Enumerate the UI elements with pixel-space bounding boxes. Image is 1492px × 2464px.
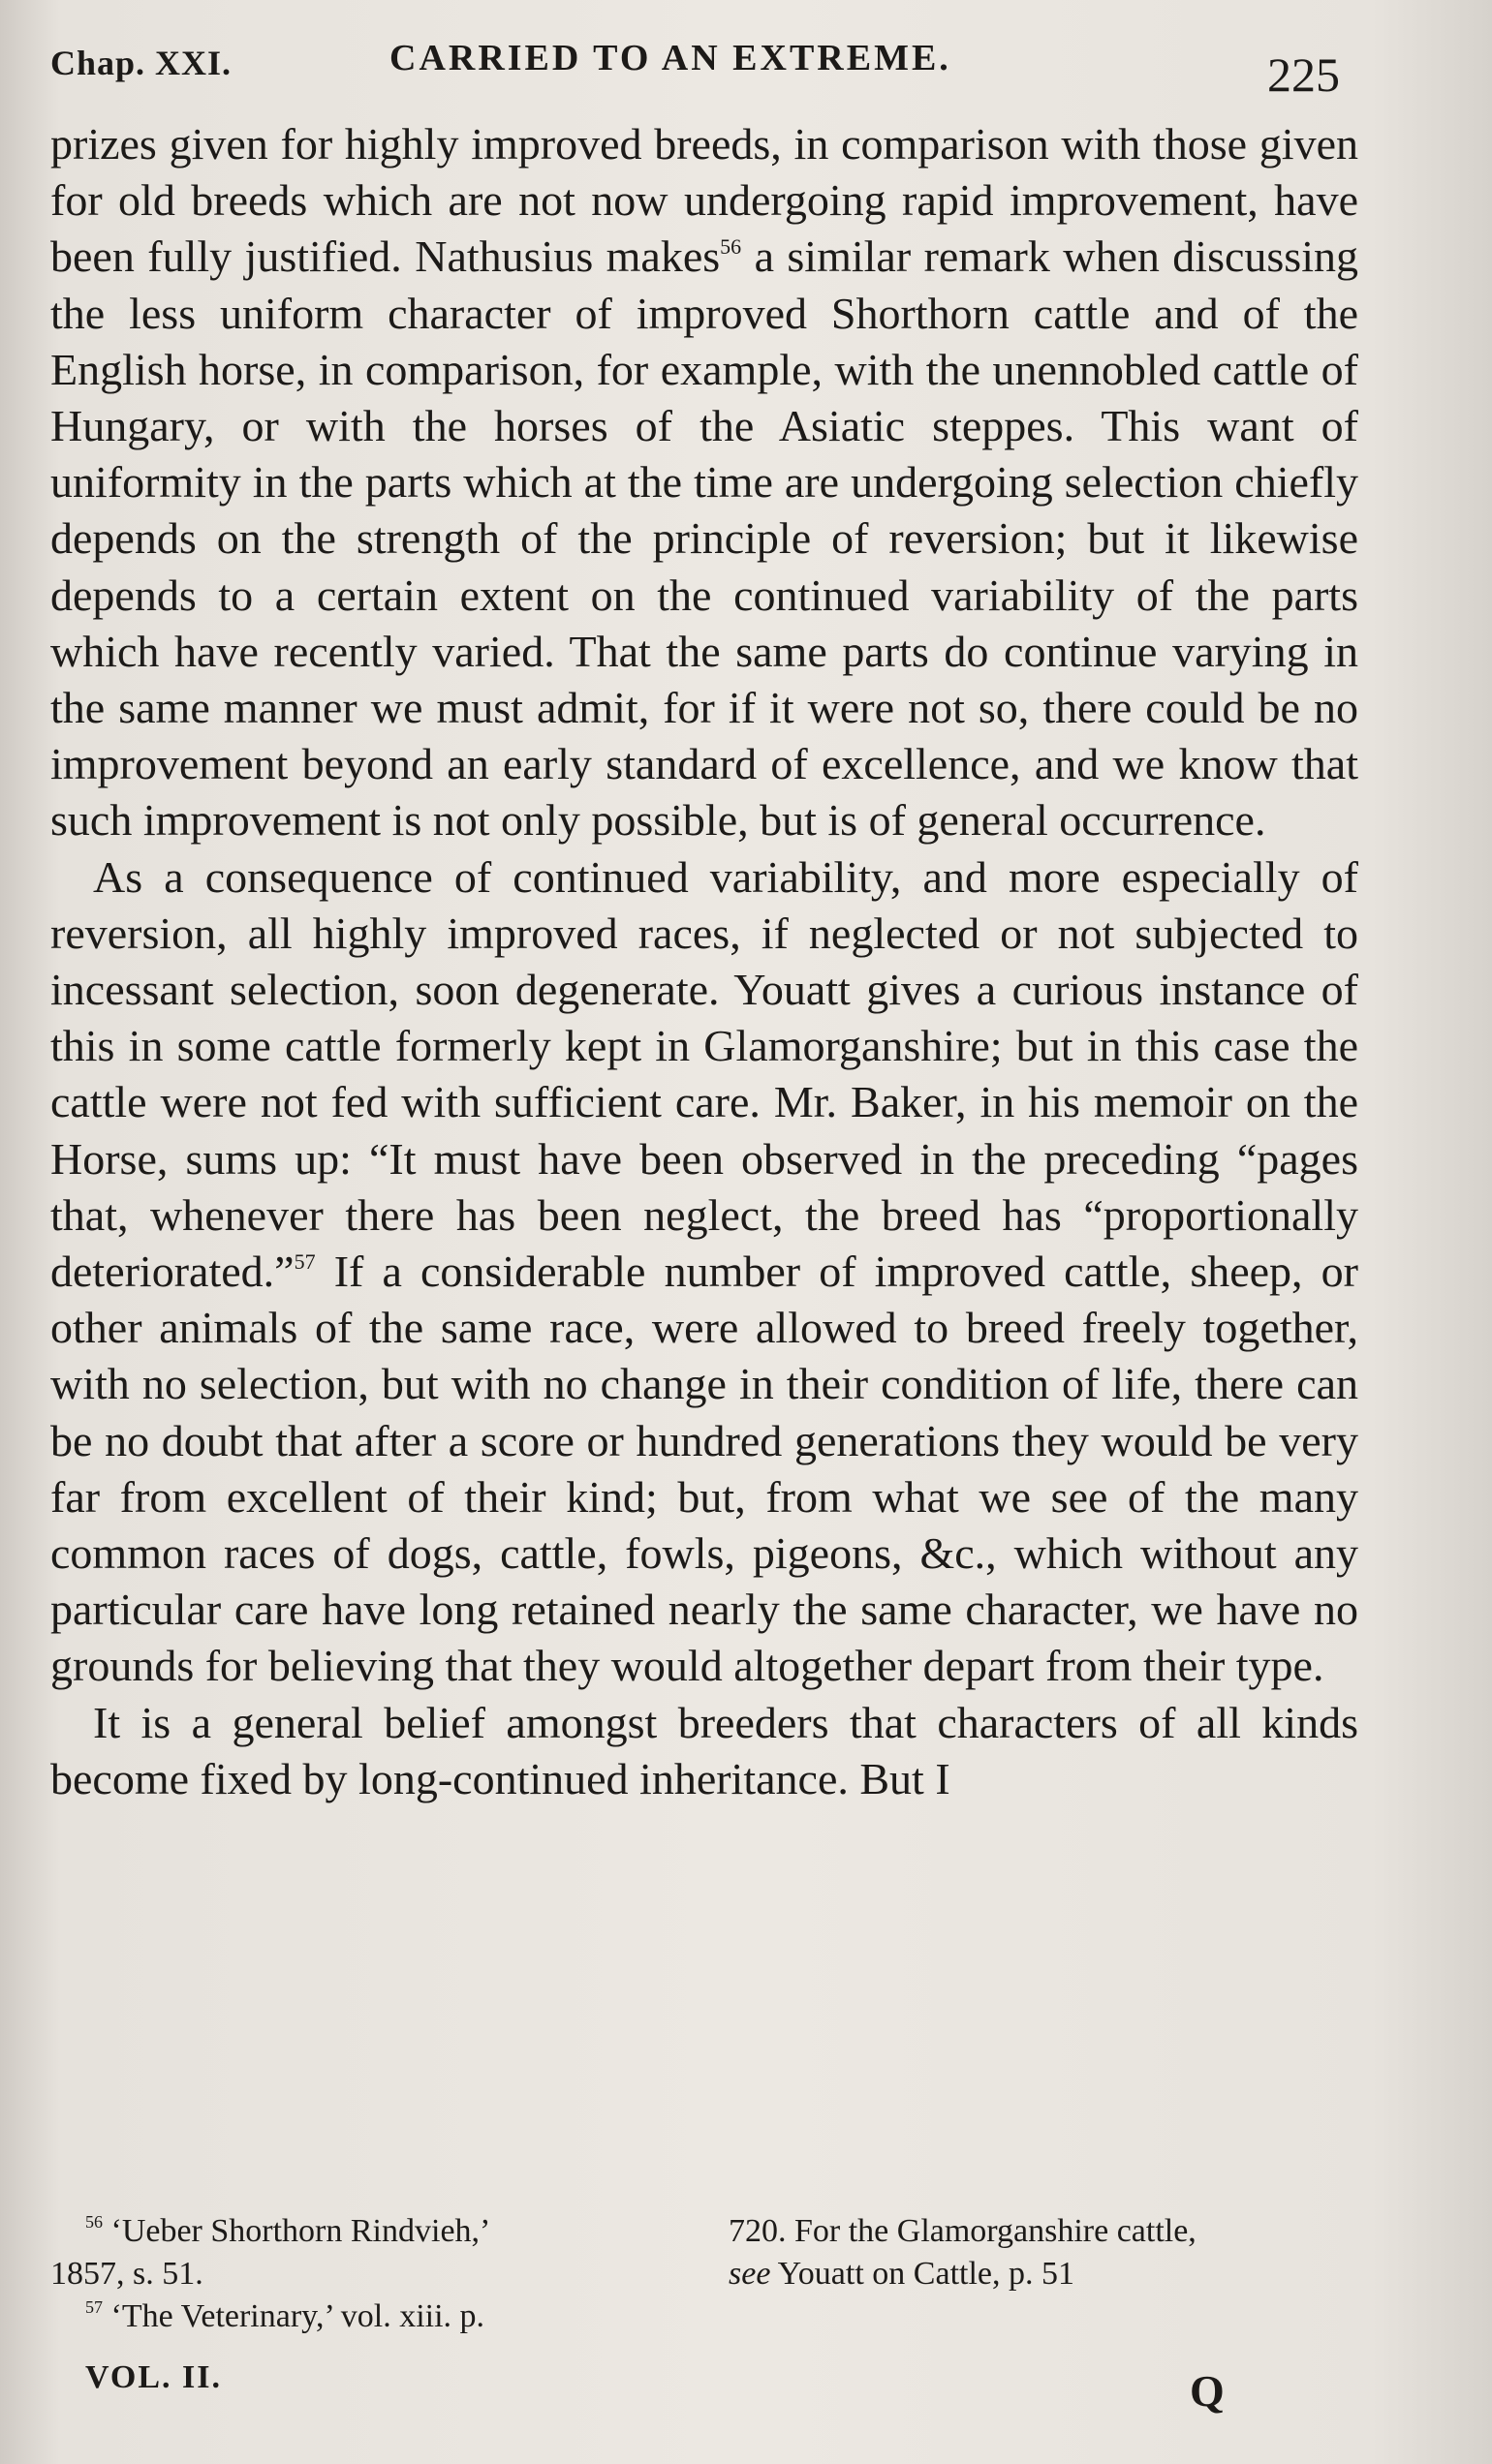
running-title: CARRIED TO AN EXTREME. [389,38,951,78]
paragraph-3: It is a general belief amongst breeders that characters of all kinds become fixed by long-continued inheritance. But I [50,1697,1358,1803]
paragraph-1 [50,116,1358,849]
signature-mark: Q [1190,2366,1225,2416]
footnote-column-right [729,2210,1358,2295]
footnote-56-mark: 56 [85,2212,103,2232]
footnotes [50,2210,1358,2356]
volume-signature: VOL. II. [85,2359,222,2395]
footnote-57-continued-a: 720. For the Glamorganshire cattle, [729,2213,1197,2249]
page-number: 225 [1267,47,1340,102]
footnote-57-source: Youatt on Cattle, p. 51 [770,2256,1074,2292]
footnote-57 [85,2295,705,2338]
paragraph-2-text-a: As a consequence of continued variability, and more especially of reversion, all highly improved races, if neglected or not subjected to incessant selection, soon degenerate. Youatt gives a curious instance of this in some cattle formerly kept in Glamorganshire; but in this case the cattle were not fed with sufficient care. Mr. Baker, in his memoir on the Horse, sums up: “It must have been observed in the preceding “pages that, whenever there has been neglect, the breed has “proportionally deteriorated.” [50,851,1358,1297]
footnote-ref-57: 57 [294,1249,316,1275]
footnote-56-continued: 1857, s. 51. [50,2256,203,2292]
paragraph-1-text-b: a similar remark when discussing the less uniform character of improved Shorthorn cattle and of the English horse, in comparison, for example, with the unennobled cattle of Hungary, or with the horses of the Asiatic steppes. This want of uniformity in the parts which at the time are undergoing selection chiefly depends on the strength of the principle of reversion; but it likewise depends to a certain extent on the continued variability of the parts which have recently varied. That the same parts do continue varying in the same manner we must admit, for if it were not so, there could be no improvement beyond an early standard of excellence, and we know that such improvement is not only possible, but is of general occurrence. [50,231,1358,846]
footnote-56 [85,2210,705,2253]
paragraph-1-text-a: prizes given for highly improved breeds, in comparison with those given for old breeds which are not now undergoing rapid improvement, have been fully justified. Nathusius makes [50,119,1358,282]
footnote-56-text: ‘Ueber Shorthorn Rindvieh,’ [110,2213,491,2249]
running-header [50,35,1349,102]
body-text [50,116,1358,1807]
chapter-label: Chap. XXI. [50,44,233,82]
footnote-column-left [50,2210,705,2338]
footnote-ref-56: 56 [720,234,742,260]
paragraph-2-text-b: If a considerable number of improved cattle, sheep, or other animals of the same race, were allowed to breed freely together, with no selection, but with no change in their condition of life, there can be no doubt that after a score or hundred generations they would be very far from excellent of their kind; but, from what we see of the many common races of dogs, cattle, fowls, pigeons, &c., which without any particular care have long retained nearly the same character, we have no grounds for believing that they would altogether depart from their type. [50,1247,1358,1691]
footnote-see: see [729,2256,771,2292]
footnote-57-continued-b [729,2253,1358,2295]
paragraph-2 [50,849,1358,1695]
footnote-57-mark: 57 [85,2297,103,2317]
footnote-57-text: ‘The Veterinary,’ vol. xiii. p. [110,2298,485,2334]
